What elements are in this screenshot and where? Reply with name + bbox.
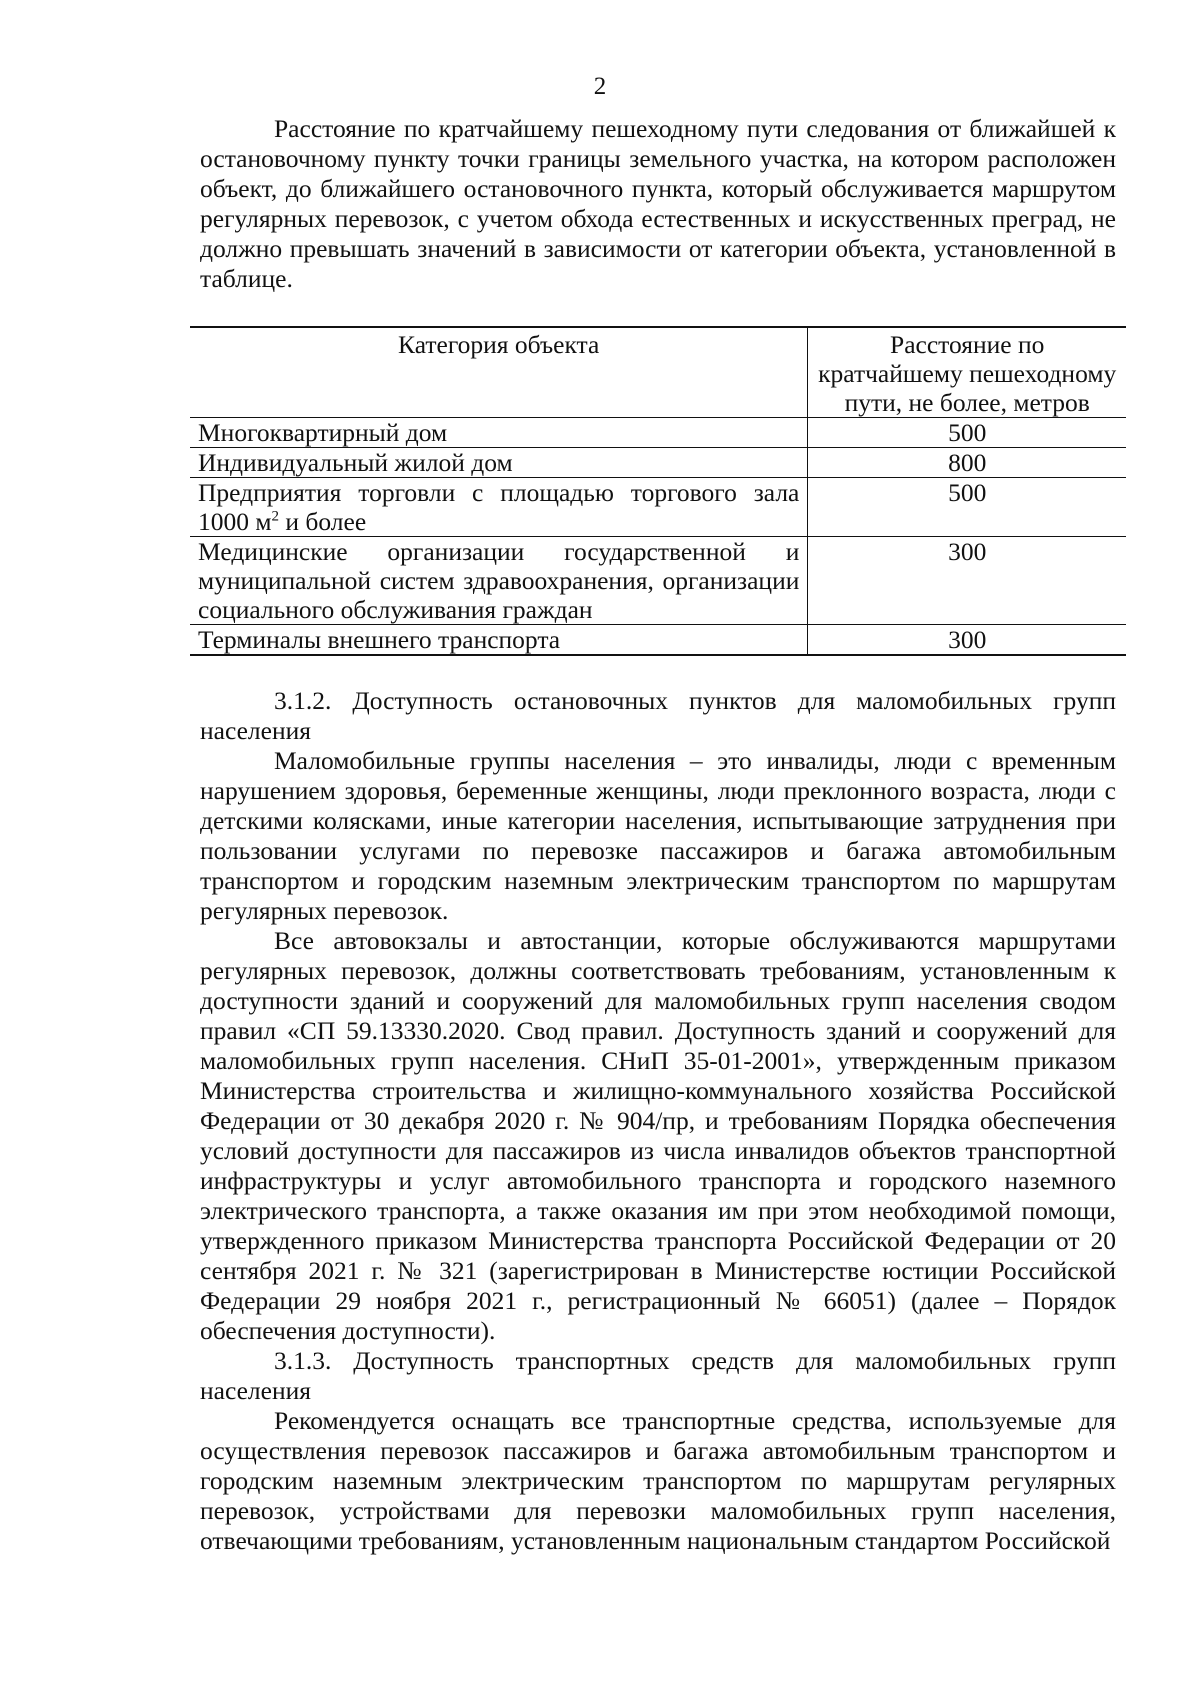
section-3-1-2-paragraph: Все автовокзалы и автостанции, которые обслуживаются маршрутами регулярных перевозок, должны соответствовать требованиям, установленным к доступности зданий и сооружений для маломобильных групп населения сводом правил «СП 59.13330.2020. Свод правил. Доступность зданий и сооружений для маломобильных групп населения. СНиП 35-01-2001», утвержденным приказом Министерства строительства и жилищно-коммунального хозяйства Российской Федерации от 30 декабря 2020 г. № 904/пр, и требованиям Порядка обеспечения условий доступности для пассажиров из числа инвалидов объектов транспортной инфраструктуры и услуг автомобильного транспорта и городского наземного электрического транспорта, а также оказания им при этом необходимой помощи, утвержденного приказом Министерства транспорта Российской Федерации от 20 сентября 2021 г. № 321 (зарегистрирован в Министерстве юстиции Российской Федерации 29 ноября 2021 г., регистрационный № 66051) (далее – Порядок обеспечения доступности). [200,926,1116,1345]
row-distance: 300 [808,537,1126,625]
table-header-row [190,327,1126,418]
table-row [190,448,1126,478]
row-category-text: Предприятия торговли с площадью торгового зала 1000 м [198,478,800,536]
page-number: 2 [593,73,607,100]
table-row [190,537,1126,625]
superscript: 2 [271,508,280,525]
section-3-1-2-paragraph: Маломобильные группы населения – это инвалиды, люди с временным нарушением здоровья, беременные женщины, люди преклонного возраста, люди с детскими колясками, иные категории населения, испытывающие затруднения при пользовании услугами по перевозке пассажиров и багажа автомобильным транспортом и городским наземным электрическим транспортом по маршрутам регулярных перевозок. [200,746,1116,925]
table-row [190,625,1126,656]
row-category: Индивидуальный жилой дом [190,448,808,478]
row-category: Медицинские организации государственной и муниципальной систем здравоохранения, организации социального обслуживания граждан [190,537,808,625]
intro-paragraph: Расстояние по кратчайшему пешеходному пути следования от ближайшей к остановочному пункту точки границы земельного участка, на котором расположен объект, до ближайшего остановочного пункта, который обслуживается маршрутом регулярных перевозок, с учетом обхода естественных и искусственных преград, не должно превышать значений в зависимости от категории объекта, установленной в таблице. [200,114,1116,293]
section-heading-3-1-2: 3.1.2. Доступность остановочных пунктов для маломобильных групп населения [200,686,1116,745]
row-category: Многоквартирный дом [190,418,808,448]
table-row [190,418,1126,448]
header-distance: Расстояние по кратчайшему пешеходному пути, не более, метров [808,327,1126,418]
row-category [190,478,808,537]
section-3-1-3-paragraph: Рекомендуется оснащать все транспортные средства, используемые для осуществления перевозок пассажиров и багажа автомобильным транспортом и городским наземным электрическим транспортом по маршрутам регулярных перевозок, устройствами для перевозки маломобильных групп населения, отвечающими требованиям, установленным национальным стандартом Российской [200,1406,1116,1555]
section-heading-3-1-3: 3.1.3. Доступность транспортных средств для маломобильных групп населения [200,1346,1116,1405]
spacer [200,294,1116,324]
distance-table [190,326,1126,656]
row-distance: 500 [808,418,1126,448]
header-category: Категория объекта [190,327,808,418]
table-row [190,478,1126,537]
row-distance: 500 [808,478,1126,537]
row-category-tail: и более [279,507,367,536]
document-body [200,114,1116,1556]
row-distance: 800 [808,448,1126,478]
row-distance: 300 [808,625,1126,656]
row-category: Терминалы внешнего транспорта [190,625,808,656]
